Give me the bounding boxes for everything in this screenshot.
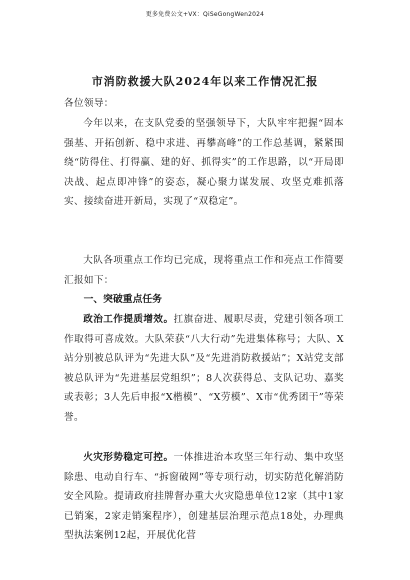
- intro-text: 今年以来，在支队党委的坚强领导下，大队牢牢把握“固本强基、开拓创新、稳中求进、再攀高峰”的工作总基调，紧紧围绕“防得住、打得赢、建的好、抓得实”的工作思路，以“开局即决战、起点即冲锋”的姿态，凝心聚力谋发展、攻坚克难抓落实、接续奋进开新局，实现了“双稳定”。: [64, 118, 344, 208]
- political-work-text: [64, 310, 344, 428]
- fire-situation-text: [64, 448, 344, 546]
- document-title: 市消防救援大队2024年以来工作情况汇报: [91, 75, 319, 88]
- section-heading: 一、突破重点任务: [83, 294, 162, 305]
- fire-situation-lead: 火灾形势稳定可控。: [83, 452, 174, 463]
- summary-text: 大队各项重点工作均已完成，现将重点工作和亮点工作简要汇报如下：: [64, 255, 344, 286]
- fire-situation-paragraph: [64, 448, 344, 546]
- fire-situation-body: 一体推进治本攻坚三年行动、集中攻坚除患、电动自行车、“拆窗破网”等专项行动，切实防范化解消防安全风险。提请政府挂牌督办重大火灾隐患单位12家（其中1家已销案，2家走销案程序），创建基层治理示范点18处，办理典型执法案例12起，开展优化营: [64, 452, 344, 542]
- salutation: 各位领导：: [64, 98, 114, 109]
- political-work-lead: 政治工作提质增效。: [83, 314, 174, 325]
- political-work-body: 扛旗奋进、履职尽责，党建引领各项工作取得可喜成效。大队荣获“八大行动”先进集体称号；大队、X站分别被总队评为“先进大队”及“先进消防救援站”；X站党支部被总队评为“先进基层党组织”；8人次获得总、支队记功、嘉奖或表彰；3人先后申报“X楷模”、“X劳模”、X市“优秀团干”等荣誉。: [64, 314, 344, 423]
- intro-paragraph: [64, 114, 344, 212]
- summary-paragraph: [64, 251, 344, 290]
- political-work-paragraph: [64, 310, 344, 428]
- header-note: 更多免费公文+VX：QiSeGongWen2024: [145, 11, 265, 18]
